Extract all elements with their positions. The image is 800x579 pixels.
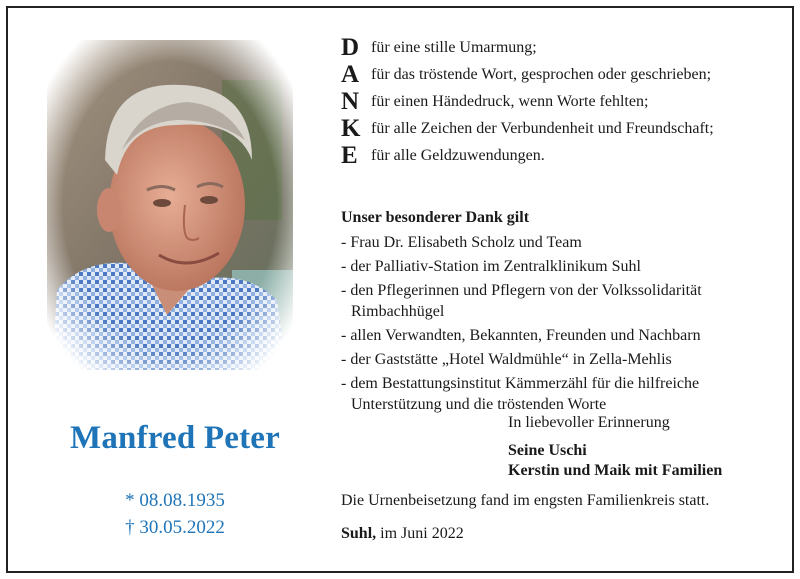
thanks-item-text: - der Gaststätte „Hotel Waldmühle“ in Zella-Mehlis	[341, 351, 672, 368]
thanks-item-text: - Frau Dr. Elisabeth Scholz und Team	[341, 234, 582, 251]
danke-text: für das tröstende Wort, gesprochen oder geschrieben;	[371, 66, 712, 83]
thanks-item	[341, 280, 771, 322]
thanks-item	[341, 373, 771, 415]
urn-burial-note: Die Urnenbeisetzung fand im engsten Familienkreis statt.	[341, 492, 710, 509]
portrait-photo	[47, 40, 293, 370]
special-thanks	[341, 207, 771, 418]
danke-text: für alle Zeichen der Verbundenheit und Freundschaft;	[371, 120, 714, 137]
danke-letter: A	[341, 61, 360, 88]
danke-text: für eine stille Umarmung;	[371, 39, 537, 56]
danke-row	[341, 115, 714, 142]
thanks-item	[341, 325, 771, 346]
thanks-item	[341, 232, 771, 253]
danke-row	[341, 88, 714, 115]
thanks-item-text: - der Palliativ-Station im Zentralklinikum Suhl	[341, 258, 641, 275]
thanks-heading: Unser besonderer Dank gilt	[341, 209, 530, 226]
place-city: Suhl,	[341, 525, 377, 542]
signature-line: Seine Uschi	[508, 442, 587, 459]
danke-row	[341, 142, 714, 169]
danke-row	[341, 61, 714, 88]
thanks-item-text: - allen Verwandten, Bekannten, Freunden und Nachbarn	[341, 327, 701, 344]
danke-letter: N	[341, 88, 360, 115]
danke-letter: E	[341, 142, 358, 169]
place-date	[341, 524, 641, 544]
signature-line: Kerstin und Maik mit Familien	[508, 462, 723, 479]
place-date-text: im Juni 2022	[380, 525, 464, 542]
thanks-item-text: - dem Bestattungsinstitut Kämmerzähl für die hilfreiche	[341, 375, 700, 392]
life-dates	[40, 487, 310, 541]
thanks-item-text: - den Pflegerinnen und Pflegern von der Volkssolidarität	[341, 282, 702, 299]
danke-letter: D	[341, 34, 360, 61]
thanks-item	[341, 349, 771, 370]
danke-acrostic	[341, 34, 714, 169]
thanks-item-continuation: Unterstützung und die tröstenden Worte	[351, 396, 607, 413]
deceased-name: Manfred Peter	[70, 420, 280, 456]
danke-row	[341, 34, 714, 61]
danke-letter: K	[341, 115, 361, 142]
death-date: † 30.05.2022	[125, 517, 225, 538]
danke-text: für einen Händedruck, wenn Worte fehlten;	[371, 93, 649, 110]
memory-intro: In liebevoller Erinnerung	[508, 414, 670, 431]
thanks-item	[341, 256, 771, 277]
thanks-item-continuation: Rimbachhügel	[351, 303, 445, 320]
birth-date: * 08.08.1935	[125, 490, 225, 511]
memory-signature-block	[508, 413, 778, 481]
danke-text: für alle Geldzuwendungen.	[371, 147, 545, 164]
